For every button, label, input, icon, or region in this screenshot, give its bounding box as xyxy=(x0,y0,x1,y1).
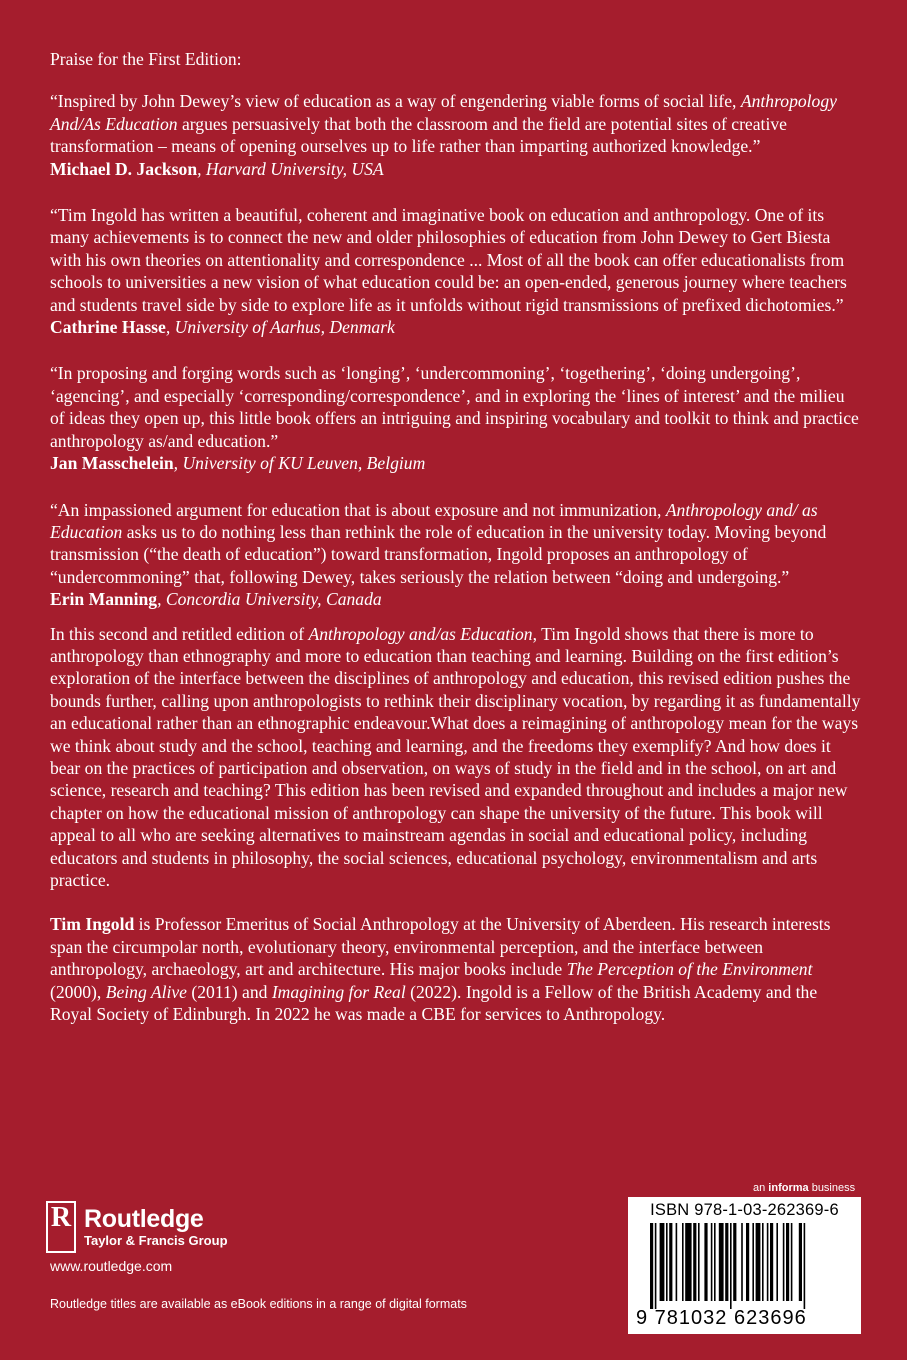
barcode-bar xyxy=(776,1223,778,1301)
barcode-bar xyxy=(655,1223,657,1309)
quote-attribution: Cathrine Hasse, University of Aarhus, Denmark xyxy=(50,317,395,338)
barcode-bar xyxy=(746,1223,749,1301)
quote-masschelein xyxy=(50,362,862,474)
barcode-digits: 9 781032 623696 xyxy=(636,1307,807,1329)
barcode-bar xyxy=(704,1223,707,1301)
barcode-bar xyxy=(650,1223,653,1309)
quote-attribution: Jan Masschelein, University of KU Leuven, Belgium xyxy=(50,453,426,474)
barcode-bar xyxy=(791,1223,793,1301)
barcode-bar xyxy=(676,1223,678,1301)
back-cover-text xyxy=(50,48,862,1025)
barcode-bar xyxy=(783,1223,785,1301)
barcode-bar xyxy=(682,1223,684,1301)
barcode-bar xyxy=(714,1223,716,1301)
author-bio: Tim Ingold is Professor Emeritus of Social Anthropology at the University of Aberdeen. His research interests span the circumpolar north, evolutionary theory, environmental perception, and the interface between anthropology, archaeology, art and architecture. His major books include The Perception of the Environment (2000), Being Alive (2011) and Imagining for Real (2022). Ingold is a Fellow of the British Academy and the Royal Society of Edinburgh. In 2022 he was made a CBE for services to Anthropology. xyxy=(50,914,831,1025)
isbn-label: ISBN 978-1-03-262369-6 xyxy=(650,1201,839,1219)
barcode-bar xyxy=(660,1223,665,1301)
barcode-bar xyxy=(698,1223,700,1301)
publisher-website[interactable]: www.routledge.com xyxy=(50,1258,173,1274)
praise-heading: Praise for the First Edition: xyxy=(50,49,242,69)
quote-text: “Inspired by John Dewey’s view of education as a way of engendering viable forms of social life, Anthropology And/As Education argues persuasively that both the classroom and the field are potential sites of creative transformation – means of opening ourselves up to life rather than imparting authorized knowledge.” xyxy=(50,91,837,157)
isbn-barcode xyxy=(628,1197,861,1334)
barcode-bar xyxy=(711,1223,713,1301)
barcode-bar xyxy=(786,1223,789,1301)
quote-text: “An impassioned argument for education that is about exposure and not immunization, Anthropology and/ as Education asks us to do nothing less than rethink the role of education in the university today. Moving beyond transmission (“the death of education”) toward transformation, Ingold proposes an anthropology of “undercommoning” that, following Dewey, takes seriously the relation between “doing and undergoing.” xyxy=(50,499,827,587)
barcode-bar xyxy=(733,1223,736,1301)
barcode-bar xyxy=(767,1223,769,1301)
barcode-bar xyxy=(770,1223,773,1301)
barcode-bar xyxy=(804,1223,806,1309)
publisher-group: Taylor & Francis Group xyxy=(84,1233,228,1248)
barcode-bar xyxy=(799,1223,802,1301)
barcode-bar xyxy=(762,1223,764,1301)
barcode-bar xyxy=(693,1223,696,1301)
barcode-bar xyxy=(741,1223,743,1301)
barcode-bar xyxy=(756,1223,761,1301)
barcode-bar xyxy=(730,1223,732,1309)
publisher-name: Routledge xyxy=(84,1205,204,1233)
quote-text: “In proposing and forging words such as ‘longing’, ‘undercommoning’, ‘togethering’, ‘doing undergoing’, ‘agencing’, and especially ‘corresponding/correspondence’, and in exploring the ‘lines of interest’ and the milieu of ideas they open up, this little book offers an intriguing and inspiring vocabulary and toolkit to think and practice anthropology as/and education.” xyxy=(50,363,859,451)
barcode-bar xyxy=(685,1223,691,1301)
barcode-bar xyxy=(669,1223,672,1301)
ebook-note: Routledge titles are available as eBook editions in a range of digital formats xyxy=(50,1297,467,1311)
book-description: In this second and retitled edition of Anthropology and/as Education, Tim Ingold shows that there is more to anthropology than ethnography and more to education than teaching and learning. Building on the first edition’s exploration of the interface between the disciplines of anthropology and education, this revised edition pushes the bounds further, calling upon anthropologists to rethink their disciplinary vocation, by regarding it as fundamentally an educational rather than an ethnographic endeavour.What does a reimagining of anthropology mean for the ways we think about study and the school, teaching and learning, and the freedoms they exemplify? And how does it bear on the practices of participation and observation, on ways of study in the field and in the school, on art and science, research and teaching? This edition has been revised and expanded throughout and includes a major new chapter on how the educational mission of anthropology can shape the university of the future. This book will appeal to all who are seeking alternatives to mainstream agendas in social and educational policy, including educators and students in philosophy, the social sciences, educational psychology, environmentalism and arts practice. xyxy=(50,623,861,890)
quote-jackson xyxy=(50,90,862,180)
routledge-r-icon: R xyxy=(46,1201,76,1253)
quote-text: “Tim Ingold has written a beautiful, coherent and imaginative book on education and anthropology. One of its many achievements is to connect the new and older philosophies of education from John Dewey to Gert Biesta with his own theories on attentionality and correspondence ... Most of all the book can offer educationalists from schools to universities a new vision of what education could be: an open-ended, generous journey where teachers and students travel side by side to explore life as it unfolds without rigid transmissions of prefixed dichotomies.” xyxy=(50,205,847,315)
informa-business-mark: an informa business xyxy=(753,1182,856,1194)
barcode-bar xyxy=(725,1223,728,1301)
quote-attribution: Erin Manning, Concordia University, Canada xyxy=(50,589,382,610)
routledge-logo xyxy=(46,1201,228,1253)
quote-manning xyxy=(50,499,862,611)
quote-hasse xyxy=(50,204,862,338)
barcode-icon xyxy=(650,1223,850,1309)
barcode-bar xyxy=(752,1223,754,1301)
quote-attribution: Michael D. Jackson, Harvard University, USA xyxy=(50,158,384,179)
barcode-bar xyxy=(719,1223,724,1301)
barcode-bar xyxy=(666,1223,668,1301)
